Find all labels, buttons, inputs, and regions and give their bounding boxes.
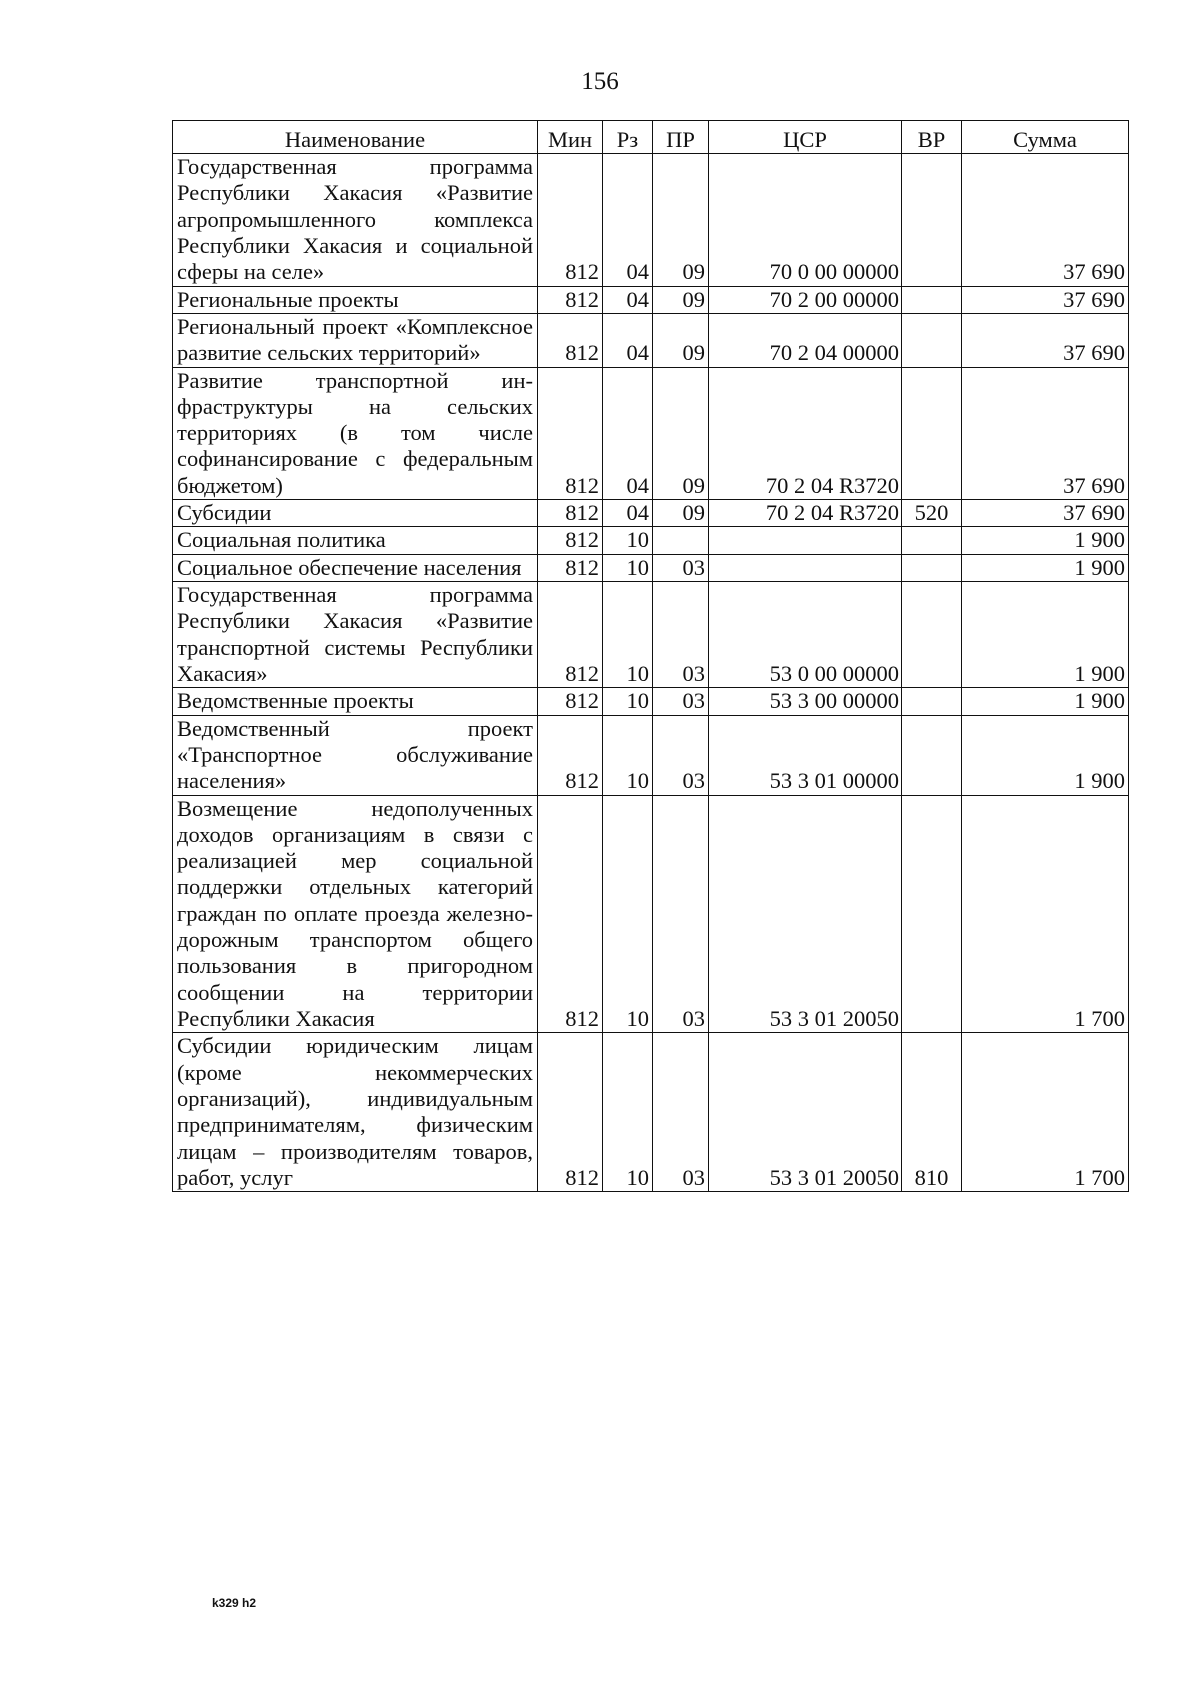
row-csr [709, 527, 902, 554]
header-csr: ЦСР [709, 121, 902, 154]
table-row [173, 688, 1129, 715]
row-min: 812 [538, 715, 603, 795]
budget-table [172, 120, 1129, 1192]
row-min: 812 [538, 688, 603, 715]
row-sum: 1 900 [962, 527, 1129, 554]
row-vr [902, 715, 962, 795]
row-vr [902, 367, 962, 500]
header-min: Мин [538, 121, 603, 154]
table-row [173, 367, 1129, 500]
row-name: Государственная программа Республики Хакасия «Развитие транспортной системы Республики Хакасия» [173, 582, 538, 688]
row-rz: 10 [603, 688, 653, 715]
row-name: Ведомственный проект «Транспортное обслуживание населения» [173, 715, 538, 795]
row-name: Региональные проекты [173, 286, 538, 313]
table-row [173, 795, 1129, 1033]
row-sum: 1 900 [962, 554, 1129, 581]
row-pr: 09 [653, 286, 709, 313]
row-csr: 70 2 04 00000 [709, 313, 902, 367]
header-rz: Рз [603, 121, 653, 154]
row-min: 812 [538, 554, 603, 581]
row-csr: 70 0 00 00000 [709, 154, 902, 287]
table-row [173, 1033, 1129, 1192]
row-csr: 70 2 04 R3720 [709, 500, 902, 527]
row-pr: 09 [653, 154, 709, 287]
row-sum: 37 690 [962, 286, 1129, 313]
table-row [173, 313, 1129, 367]
row-sum: 1 900 [962, 688, 1129, 715]
row-name: Социальное обеспечение населения [173, 554, 538, 581]
row-csr: 70 2 00 00000 [709, 286, 902, 313]
row-vr [902, 286, 962, 313]
row-rz: 04 [603, 154, 653, 287]
row-vr: 520 [902, 500, 962, 527]
row-csr: 70 2 04 R3720 [709, 367, 902, 500]
table-row [173, 554, 1129, 581]
table-row [173, 500, 1129, 527]
row-rz: 04 [603, 313, 653, 367]
header-name: Наименование [173, 121, 538, 154]
row-rz: 04 [603, 286, 653, 313]
row-csr: 53 0 00 00000 [709, 582, 902, 688]
row-name: Возмещение недополученных доходов организациям в связи с реализацией мер социальной поддержки отдельных категорий граждан по оплате проезда железнодорожным транспортом общего пользования в пригородном сообщении на территории Республики Хакасия [173, 795, 538, 1033]
row-name: Ведомственные проекты [173, 688, 538, 715]
table-row [173, 715, 1129, 795]
row-pr [653, 527, 709, 554]
row-rz: 04 [603, 367, 653, 500]
row-min: 812 [538, 582, 603, 688]
row-name: Социальная политика [173, 527, 538, 554]
row-pr: 03 [653, 715, 709, 795]
row-min: 812 [538, 500, 603, 527]
row-pr: 09 [653, 367, 709, 500]
row-pr: 03 [653, 1033, 709, 1192]
row-pr: 03 [653, 554, 709, 581]
row-vr [902, 554, 962, 581]
row-csr: 53 3 00 00000 [709, 688, 902, 715]
row-rz: 10 [603, 1033, 653, 1192]
row-pr: 03 [653, 688, 709, 715]
row-sum: 1 900 [962, 715, 1129, 795]
row-min: 812 [538, 367, 603, 500]
row-sum: 1 700 [962, 1033, 1129, 1192]
table-row [173, 154, 1129, 287]
row-min: 812 [538, 527, 603, 554]
row-pr: 03 [653, 582, 709, 688]
row-csr: 53 3 01 00000 [709, 715, 902, 795]
row-sum: 37 690 [962, 313, 1129, 367]
row-vr [902, 688, 962, 715]
row-rz: 10 [603, 795, 653, 1033]
row-pr: 03 [653, 795, 709, 1033]
row-pr: 09 [653, 500, 709, 527]
row-vr [902, 582, 962, 688]
header-vr: ВР [902, 121, 962, 154]
row-name: Развитие транспортной инфраструктуры на сельских территориях (в том числе софинансирование с федеральным бюджетом) [173, 367, 538, 500]
row-vr [902, 527, 962, 554]
row-sum: 37 690 [962, 154, 1129, 287]
header-sum: Сумма [962, 121, 1129, 154]
row-min: 812 [538, 795, 603, 1033]
row-csr [709, 554, 902, 581]
row-name: Региональный проект «Комплексное развитие сельских территорий» [173, 313, 538, 367]
row-name: Субсидии юридическим лицам (кроме некоммерческих организаций), индивидуальным предпринимателям, физическим лицам – производителям товаров, работ, услуг [173, 1033, 538, 1192]
table-row [173, 527, 1129, 554]
row-vr [902, 313, 962, 367]
row-name: Субсидии [173, 500, 538, 527]
header-pr: ПР [653, 121, 709, 154]
row-pr: 09 [653, 313, 709, 367]
row-csr: 53 3 01 20050 [709, 795, 902, 1033]
row-sum: 1 900 [962, 582, 1129, 688]
page-number: 156 [581, 68, 619, 95]
table-row [173, 582, 1129, 688]
row-csr: 53 3 01 20050 [709, 1033, 902, 1192]
row-min: 812 [538, 313, 603, 367]
row-min: 812 [538, 286, 603, 313]
footer-code: k329 h2 [212, 1596, 257, 1610]
row-sum: 37 690 [962, 500, 1129, 527]
row-min: 812 [538, 1033, 603, 1192]
table-header-row [173, 121, 1129, 154]
row-rz: 10 [603, 527, 653, 554]
row-rz: 04 [603, 500, 653, 527]
row-rz: 10 [603, 715, 653, 795]
row-sum: 1 700 [962, 795, 1129, 1033]
table-row [173, 286, 1129, 313]
row-rz: 10 [603, 554, 653, 581]
row-min: 812 [538, 154, 603, 287]
row-name: Государственная программа Республики Хакасия «Развитие агропромышленного комплекса Республики Хакасия и социальной сферы на селе» [173, 154, 538, 287]
row-vr [902, 795, 962, 1033]
row-vr: 810 [902, 1033, 962, 1192]
row-vr [902, 154, 962, 287]
row-rz: 10 [603, 582, 653, 688]
row-sum: 37 690 [962, 367, 1129, 500]
